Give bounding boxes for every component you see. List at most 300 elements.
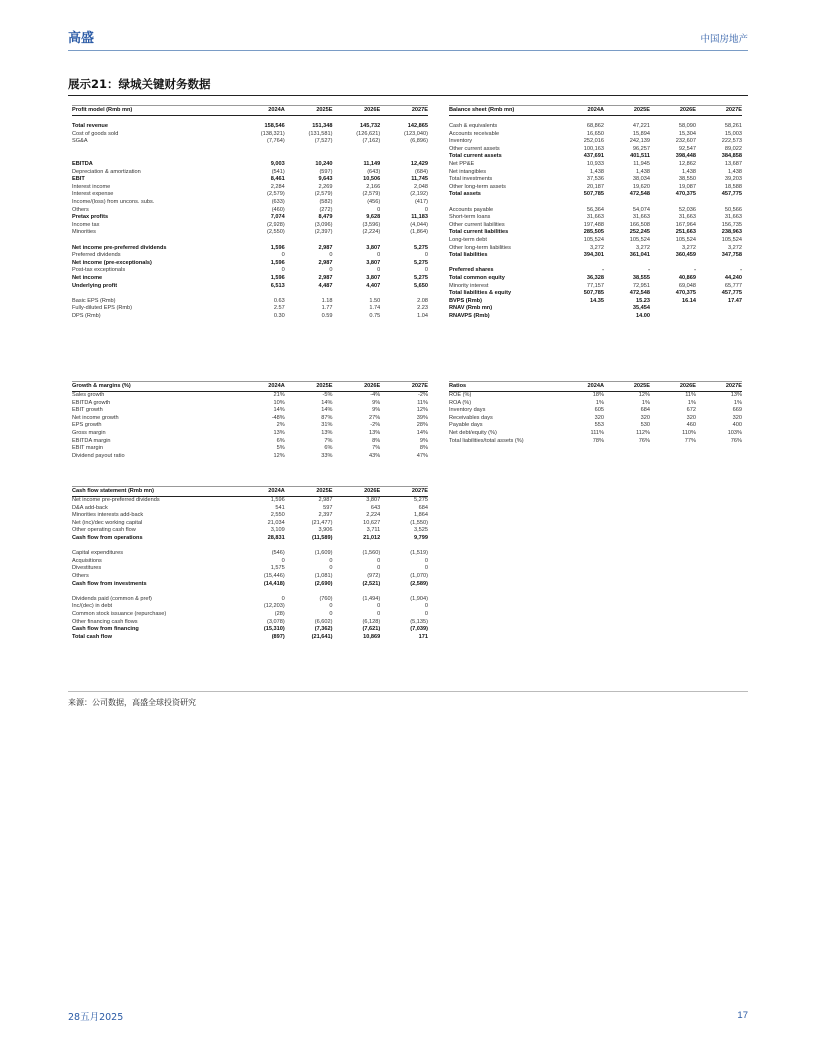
row-label: EBITDA growth bbox=[72, 399, 111, 406]
table-row bbox=[449, 290, 742, 298]
cell-value: 507,785 bbox=[583, 191, 604, 198]
row-label: Preferred dividends bbox=[72, 252, 121, 259]
cell-value: 1,438 bbox=[636, 168, 650, 175]
table-row bbox=[72, 505, 428, 513]
cell-value: 0 bbox=[329, 252, 333, 259]
cell-value: (15,446) bbox=[263, 572, 285, 579]
cell-value bbox=[696, 313, 742, 321]
cell-value: (2,928) bbox=[267, 221, 285, 228]
row-label: ROA (%) bbox=[449, 399, 472, 406]
cell-value: 110% bbox=[682, 429, 696, 436]
table-row bbox=[72, 161, 428, 169]
cell-value: -2% bbox=[418, 392, 428, 398]
table-row bbox=[72, 298, 428, 306]
cell-value: 320 bbox=[686, 414, 696, 421]
cell-value: 9% bbox=[372, 399, 381, 406]
cell-value: 40,869 bbox=[678, 274, 696, 281]
cell-value: 31,663 bbox=[586, 214, 604, 221]
row-label: Cost of goods sold bbox=[72, 130, 119, 137]
cell-value: 151,348 bbox=[312, 123, 333, 130]
cell-value: 2,166 bbox=[366, 183, 381, 190]
row-label: Inventory days bbox=[449, 407, 486, 414]
cell-value: 3,109 bbox=[270, 527, 285, 534]
row-label: DPS (Rmb) bbox=[72, 312, 101, 319]
table-row bbox=[449, 146, 742, 154]
column-header: 2024A bbox=[237, 382, 285, 392]
cell-value: 10,933 bbox=[586, 161, 604, 168]
cell-value: 3,807 bbox=[366, 259, 381, 266]
cell-value: 65,777 bbox=[724, 282, 742, 289]
cell-value: 69,048 bbox=[678, 282, 696, 289]
cell-value: 1.04 bbox=[417, 312, 428, 319]
row-label: RNAV (Rmb mn) bbox=[449, 305, 493, 312]
cell-value: 1.18 bbox=[321, 297, 333, 304]
table-row bbox=[449, 298, 742, 306]
cell-value: 457,775 bbox=[721, 191, 742, 198]
row-label: Sales growth bbox=[72, 392, 105, 398]
cell-value: 320 bbox=[732, 414, 742, 421]
column-header: 2027E bbox=[380, 382, 428, 392]
cell-value: 0 bbox=[377, 267, 381, 274]
column-header: 2027E bbox=[380, 487, 428, 497]
table-row bbox=[449, 305, 742, 313]
row-label: Total assets bbox=[449, 191, 481, 198]
row-label: Dividends paid (common & pref) bbox=[72, 595, 152, 602]
table-row bbox=[72, 138, 428, 146]
cell-value: 3,525 bbox=[414, 527, 428, 534]
cell-value: 142,865 bbox=[407, 123, 428, 130]
cell-value: (15,310) bbox=[263, 626, 285, 633]
cell-value: (21,641) bbox=[311, 633, 333, 640]
row-label: Other financing cash flows bbox=[72, 618, 138, 625]
cell-value: 6% bbox=[276, 437, 285, 444]
row-label: Acquisitions bbox=[72, 557, 102, 564]
spacer-cell bbox=[449, 116, 742, 124]
cell-value: 10,627 bbox=[363, 519, 381, 526]
row-label: Accounts receivable bbox=[449, 130, 500, 137]
cell-value: 1,596 bbox=[270, 259, 285, 266]
cell-value: (126,621) bbox=[356, 130, 381, 137]
cell-value: (21,477) bbox=[311, 519, 333, 526]
table-row bbox=[72, 131, 428, 139]
table-row bbox=[449, 422, 742, 430]
cell-value: (12,203) bbox=[263, 603, 285, 610]
cell-value: 43% bbox=[369, 452, 381, 459]
cell-value: (1,609) bbox=[314, 550, 333, 557]
cell-value: 3,272 bbox=[636, 244, 650, 251]
cell-value: 5,275 bbox=[414, 274, 428, 281]
cell-value: (546) bbox=[271, 550, 285, 557]
table-row bbox=[449, 229, 742, 237]
cell-value: 643 bbox=[370, 504, 381, 511]
table-row bbox=[72, 445, 428, 453]
table-row bbox=[72, 400, 428, 408]
table-row bbox=[72, 558, 428, 566]
cell-value: 238,963 bbox=[721, 229, 742, 236]
cell-value: 171 bbox=[418, 633, 428, 640]
exhibit-title: 展示21：绿城关键财务数据 bbox=[68, 77, 211, 91]
cell-value: 50,566 bbox=[724, 206, 742, 213]
cell-value: 13% bbox=[321, 429, 333, 436]
cell-value: 470,375 bbox=[675, 290, 696, 297]
row-label: Income/(loss) from uncons. subs. bbox=[72, 199, 155, 206]
spacer-row bbox=[449, 260, 742, 268]
row-label: Fully-diluted EPS (Rmb) bbox=[72, 305, 132, 312]
ratios-table bbox=[449, 381, 742, 445]
cell-value: 1,575 bbox=[270, 565, 285, 572]
cell-value: 44,240 bbox=[724, 274, 742, 281]
cell-value: (6,128) bbox=[362, 618, 381, 625]
table-title: Balance sheet (Rmb mn) bbox=[449, 106, 558, 116]
cell-value: 251,663 bbox=[675, 229, 696, 236]
cell-value: 156,735 bbox=[721, 221, 742, 228]
cell-value: 19,087 bbox=[678, 183, 696, 190]
cell-value: 68,862 bbox=[586, 123, 604, 130]
table-row bbox=[72, 222, 428, 230]
column-header: 2025E bbox=[285, 106, 333, 116]
column-header: 2026E bbox=[333, 382, 381, 392]
row-label: ROE (%) bbox=[449, 392, 472, 398]
cell-value: 507,785 bbox=[583, 290, 604, 297]
row-label: Net intangibles bbox=[449, 168, 487, 175]
cell-value: 13% bbox=[273, 429, 285, 436]
cell-value: 1,596 bbox=[270, 274, 285, 281]
table-header-row bbox=[72, 487, 428, 497]
cell-value: 3,272 bbox=[590, 244, 604, 251]
spacer-cell bbox=[72, 146, 428, 154]
spacer-cell bbox=[72, 237, 428, 245]
row-label: EBIT margin bbox=[72, 445, 103, 452]
cell-value: 242,139 bbox=[629, 138, 650, 145]
cell-value: 105,524 bbox=[675, 237, 696, 243]
cell-value: 14% bbox=[321, 407, 333, 414]
cell-value: (1,494) bbox=[362, 595, 381, 602]
row-label: Interest income bbox=[72, 183, 111, 190]
cell-value: 0.59 bbox=[321, 312, 333, 319]
cell-value: 2,397 bbox=[318, 512, 333, 519]
cell-value: (7,039) bbox=[410, 626, 428, 633]
cell-value: 1,438 bbox=[590, 168, 604, 175]
table-title: Profit model (Rmb mn) bbox=[72, 106, 237, 116]
cell-value: (6,896) bbox=[410, 138, 428, 145]
cell-value: 89,022 bbox=[724, 145, 742, 152]
cell-value: 2.23 bbox=[417, 305, 428, 312]
table-row bbox=[72, 634, 428, 642]
report-section: 中国房地产 bbox=[700, 34, 748, 45]
cell-value: 401,511 bbox=[630, 153, 650, 160]
cell-value: 0 bbox=[424, 267, 428, 274]
cell-value: (541) bbox=[271, 168, 285, 175]
row-label: EBIT bbox=[72, 176, 85, 183]
column-header: 2024A bbox=[237, 106, 285, 116]
cell-value: 11% bbox=[685, 392, 696, 398]
row-label: Accounts payable bbox=[449, 206, 494, 213]
table-row bbox=[72, 535, 428, 543]
table-title: Growth & margins (%) bbox=[72, 382, 237, 392]
cell-value: 8,461 bbox=[270, 176, 285, 183]
row-label: Minority interest bbox=[449, 282, 489, 289]
spacer-row bbox=[72, 290, 428, 298]
table-row bbox=[449, 275, 742, 283]
row-label: Net income pre-preferred dividends bbox=[72, 497, 160, 503]
cell-value: (138,321) bbox=[260, 130, 285, 137]
table-header-row bbox=[72, 382, 428, 392]
cell-value: 9% bbox=[372, 407, 381, 414]
row-label: Others bbox=[72, 206, 89, 213]
cell-value: - bbox=[648, 267, 650, 274]
cell-value: 437,691 bbox=[583, 153, 604, 160]
cell-value: (3,078) bbox=[267, 618, 285, 625]
cell-value: 28,831 bbox=[267, 534, 285, 541]
table-row bbox=[72, 313, 428, 321]
cell-value: 33% bbox=[321, 452, 333, 459]
cell-value: (7,621) bbox=[362, 626, 381, 633]
cell-value: -5% bbox=[322, 392, 333, 398]
row-label: EBIT growth bbox=[72, 407, 103, 414]
spacer-row bbox=[449, 199, 742, 207]
cell-value: (597) bbox=[319, 168, 333, 175]
row-label: EPS growth bbox=[72, 422, 102, 429]
cell-value: (4,044) bbox=[410, 221, 428, 228]
table-row bbox=[72, 430, 428, 438]
cell-value: 38,034 bbox=[632, 176, 650, 183]
cell-value: 76% bbox=[730, 437, 742, 444]
cell-value: 52,036 bbox=[678, 206, 696, 213]
cell-value: 457,775 bbox=[721, 290, 742, 297]
table-row bbox=[72, 199, 428, 207]
cell-value: 15,304 bbox=[678, 130, 696, 137]
cell-value: 8% bbox=[419, 445, 428, 452]
cell-value: 14% bbox=[416, 429, 428, 436]
cell-value: 11,149 bbox=[363, 161, 381, 168]
cell-value: 0 bbox=[377, 252, 381, 259]
source-note: 来源：公司数据，高盛全球投资研究 bbox=[68, 698, 196, 707]
cell-value: 76% bbox=[638, 437, 650, 444]
row-label: Net income pre-preferred dividends bbox=[72, 244, 167, 251]
table-row bbox=[449, 161, 742, 169]
cell-value: 684 bbox=[640, 407, 650, 414]
cell-value: 4,487 bbox=[318, 282, 333, 289]
row-label: Total liabilities & equity bbox=[449, 290, 512, 297]
cell-value: (1,864) bbox=[410, 229, 428, 236]
row-label: Total common equity bbox=[449, 274, 505, 281]
row-label: Preferred shares bbox=[449, 267, 494, 274]
cell-value: 72,951 bbox=[632, 282, 650, 289]
column-header: 2024A bbox=[558, 106, 604, 116]
cell-value: (7,162) bbox=[362, 138, 381, 145]
cell-value: 38,555 bbox=[632, 274, 650, 281]
cell-value: 47% bbox=[416, 452, 428, 459]
cell-value: 5,275 bbox=[414, 497, 428, 503]
cell-value: 58,261 bbox=[724, 123, 742, 130]
table-row bbox=[72, 283, 428, 291]
cell-value: 2.57 bbox=[273, 305, 285, 312]
table-title: Ratios bbox=[449, 382, 558, 392]
cell-value: 2,550 bbox=[270, 512, 285, 519]
cell-value: 16,650 bbox=[586, 130, 604, 137]
row-label: Pretax profits bbox=[72, 214, 109, 221]
table-row bbox=[72, 123, 428, 131]
table-header-row bbox=[449, 382, 742, 392]
cell-value: 0 bbox=[377, 610, 381, 617]
spacer-cell bbox=[72, 153, 428, 161]
table-row bbox=[449, 153, 742, 161]
column-header: 2027E bbox=[696, 382, 742, 392]
cell-value: 11,945 bbox=[633, 161, 650, 168]
cell-value: 400 bbox=[732, 422, 742, 429]
cell-value: 17.47 bbox=[728, 297, 742, 304]
cell-value: 3,711 bbox=[366, 527, 381, 534]
cell-value: 1.77 bbox=[321, 305, 333, 312]
table-row bbox=[72, 184, 428, 192]
row-label: Gross margin bbox=[72, 429, 106, 436]
cell-value: 77% bbox=[684, 437, 696, 444]
cell-value: (1,904) bbox=[410, 595, 428, 602]
cell-value: 167,964 bbox=[675, 221, 696, 228]
cell-value: 105,524 bbox=[629, 237, 650, 243]
table-row bbox=[72, 581, 428, 589]
row-label: Capital expenditures bbox=[72, 550, 123, 557]
cell-value: 7% bbox=[324, 437, 333, 444]
cell-value bbox=[558, 313, 604, 321]
cell-value: 96,257 bbox=[632, 145, 650, 152]
column-header: 2026E bbox=[650, 106, 696, 116]
cell-value: 39% bbox=[416, 414, 428, 421]
cell-value: 7,074 bbox=[270, 214, 285, 221]
cell-value: 10% bbox=[273, 399, 285, 406]
cell-value: (2,579) bbox=[314, 191, 333, 198]
column-header: 2025E bbox=[604, 106, 650, 116]
cell-value: 10,506 bbox=[363, 176, 381, 183]
cell-value bbox=[650, 305, 696, 313]
table-title: Cash flow statement (Rmb mn) bbox=[72, 487, 237, 497]
bottom-rule bbox=[68, 691, 748, 692]
cell-value: 5,650 bbox=[414, 282, 428, 289]
cell-value: 9% bbox=[419, 437, 428, 444]
cell-value: 1.50 bbox=[369, 297, 381, 304]
cell-value: 31,663 bbox=[632, 214, 650, 221]
row-label: Long-term debt bbox=[449, 237, 487, 243]
table-row bbox=[72, 527, 428, 535]
cell-value: 472,548 bbox=[629, 290, 650, 297]
cell-value: 112% bbox=[636, 429, 650, 436]
row-label: Net debt/equity (%) bbox=[449, 429, 497, 436]
row-label: Cash flow from operations bbox=[72, 534, 143, 541]
cell-value: 0.75 bbox=[369, 312, 381, 319]
cell-value: 21,012 bbox=[363, 534, 381, 541]
row-label: Common stock issuance (repurchase) bbox=[72, 610, 167, 617]
table-row bbox=[72, 565, 428, 573]
cell-value: 18,588 bbox=[724, 183, 742, 190]
cell-value: 0 bbox=[377, 206, 381, 213]
cell-value: 470,375 bbox=[675, 191, 696, 198]
spacer-cell bbox=[72, 290, 428, 298]
cell-value: 3,807 bbox=[366, 244, 381, 251]
cell-value: (643) bbox=[367, 168, 381, 175]
cell-value: 1.74 bbox=[369, 305, 381, 312]
table-row bbox=[72, 520, 428, 528]
table-row bbox=[72, 438, 428, 446]
cell-value: (456) bbox=[367, 199, 381, 206]
cell-value: 384,858 bbox=[721, 153, 742, 160]
cell-value: 2,048 bbox=[414, 183, 428, 190]
cell-value: 11,183 bbox=[411, 214, 428, 221]
cell-value: 6,513 bbox=[270, 282, 285, 289]
cell-value: 10,869 bbox=[363, 633, 381, 640]
cell-value: 684 bbox=[418, 504, 428, 511]
cell-value: 0 bbox=[424, 610, 428, 617]
table-row bbox=[449, 123, 742, 131]
row-label: D&A add-back bbox=[72, 504, 108, 511]
cell-value: 166,508 bbox=[629, 221, 650, 228]
table-row bbox=[449, 400, 742, 408]
spacer-row bbox=[449, 116, 742, 124]
table-row bbox=[72, 626, 428, 634]
cell-value: 0 bbox=[377, 565, 381, 572]
cell-value: 31,663 bbox=[724, 214, 742, 221]
cell-value: -48% bbox=[271, 414, 285, 421]
cell-value: 10,240 bbox=[315, 161, 333, 168]
column-header: 2024A bbox=[237, 487, 285, 497]
cell-value: 460 bbox=[686, 422, 696, 429]
cell-value: (3,096) bbox=[314, 221, 333, 228]
cell-value: 14% bbox=[273, 407, 285, 414]
row-label: Others bbox=[72, 572, 89, 579]
cell-value bbox=[558, 305, 604, 313]
cell-value: 2.08 bbox=[417, 297, 428, 304]
cell-value: 12% bbox=[638, 392, 650, 398]
row-label: Income tax bbox=[72, 221, 100, 228]
table-header-row bbox=[72, 106, 428, 116]
cell-value: 58,090 bbox=[678, 123, 696, 130]
cell-value: 541 bbox=[275, 504, 285, 511]
cell-value: 12,429 bbox=[410, 161, 428, 168]
cell-value: 105,524 bbox=[583, 237, 604, 243]
cell-value: 0 bbox=[424, 603, 428, 610]
cell-value: 9,003 bbox=[270, 161, 285, 168]
row-label: Inventory bbox=[449, 138, 473, 145]
row-label: Post-tax exceptionals bbox=[72, 267, 126, 274]
row-label: Other current assets bbox=[449, 145, 500, 152]
spacer-cell bbox=[72, 588, 428, 596]
cell-value: (2,690) bbox=[314, 580, 333, 587]
cell-value: (972) bbox=[367, 572, 381, 579]
profit-model-table bbox=[72, 105, 428, 321]
row-label: SG&A bbox=[72, 138, 88, 145]
cell-value: 2,224 bbox=[366, 512, 381, 519]
table-row bbox=[72, 305, 428, 313]
table-row bbox=[72, 550, 428, 558]
cell-value: 6% bbox=[324, 445, 333, 452]
cell-value: -2% bbox=[370, 422, 381, 429]
column-header: 2027E bbox=[380, 106, 428, 116]
table-row bbox=[72, 392, 428, 400]
cell-value: 2,987 bbox=[318, 244, 333, 251]
row-label: Other long-term assets bbox=[449, 183, 506, 190]
cell-value: 0 bbox=[377, 603, 381, 610]
table-row bbox=[72, 267, 428, 275]
cell-value: 54,074 bbox=[632, 206, 650, 213]
cell-value: - bbox=[694, 267, 696, 274]
cell-value: (684) bbox=[414, 168, 428, 175]
cell-value: 669 bbox=[732, 407, 742, 414]
row-label: Other operating cash flow bbox=[72, 527, 136, 534]
row-label: EBITDA margin bbox=[72, 437, 111, 444]
cell-value: (6,602) bbox=[314, 618, 333, 625]
cell-value: 14.00 bbox=[636, 312, 650, 319]
table-row bbox=[72, 611, 428, 619]
cell-value: 0 bbox=[329, 565, 333, 572]
